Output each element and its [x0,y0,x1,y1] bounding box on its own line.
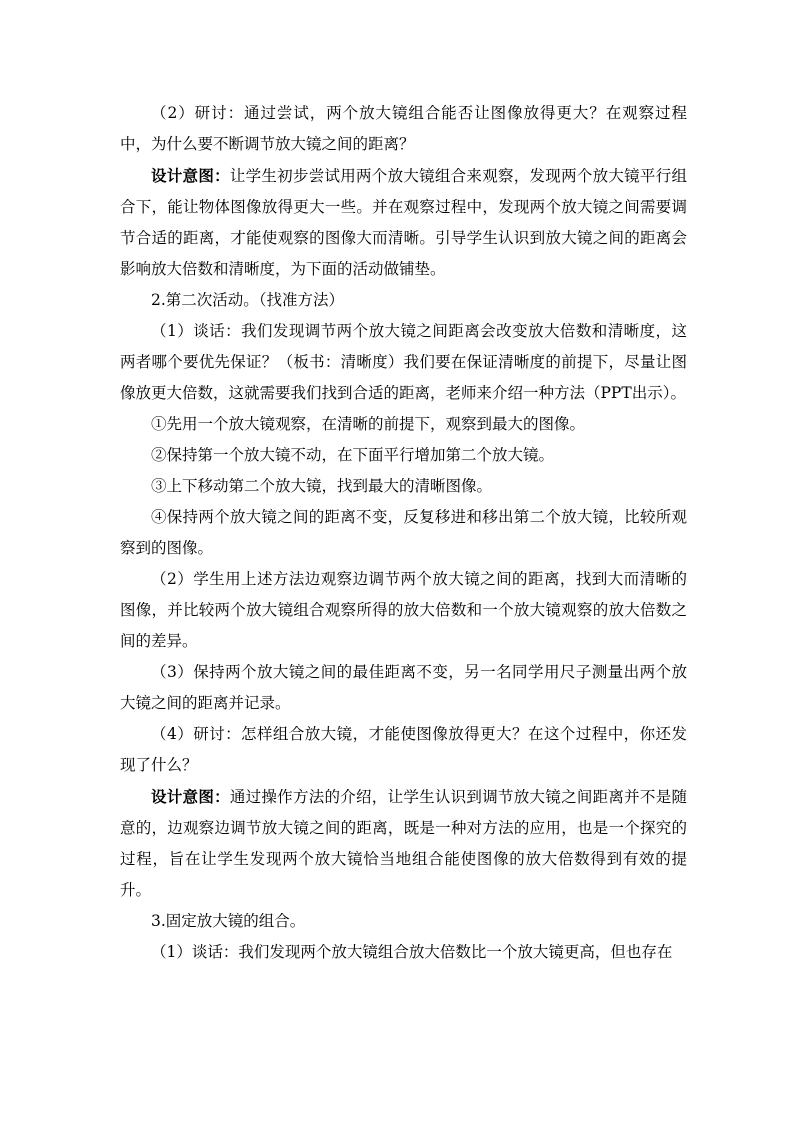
paragraph-discussion-4 [120,719,687,781]
paragraph-design-intent-2 [120,781,687,906]
paragraph-text: 让学生初步尝试用两个放大镜组合来观察，发现两个放大镜平行组合下，能让物体图像放得更大一些。并在观察过程中，发现两个放大镜之间需要调节合适的距离，才能使观察的图像大而清晰。引导学生认识到放大镜之间的距离会影响放大倍数和清晰度，为下面的活动做铺垫。 [120,167,687,278]
paragraph-text: （1）谈话：我们发现两个放大镜组合放大倍数比一个放大镜更高，但也存在 [151,943,673,961]
paragraph-text: （2）学生用上述方法边观察边调节两个放大镜之间的距离，找到大而清晰的图像，并比较两个放大镜组合观察所得的放大倍数和一个放大镜观察的放大倍数之间的差异。 [120,570,687,650]
paragraph-text: （4）研讨：怎样组合放大镜，才能使图像放得更大？在这个过程中，你还发现了什么？ [120,725,687,774]
paragraph-measure-3 [120,657,687,719]
paragraph-text: （1）谈话：我们发现调节两个放大镜之间距离会改变放大倍数和清晰度，这两者哪个要优先保证？（板书：清晰度）我们要在保证清晰度的前提下，尽量让图像放更大倍数，这就需要我们找到合适的距离，老师来介绍一种方法（PPT出示）。 [120,322,687,402]
paragraph-talk-final [120,937,687,968]
step-2 [120,440,687,471]
paragraph-design-intent-1 [120,160,687,285]
paragraph-text: ④保持两个放大镜之间的距离不变，反复移进和移出第二个放大镜，比较所观察到的图像。 [120,508,687,557]
paragraph-talk-1 [120,316,687,409]
paragraph-text: （2）研讨：通过尝试，两个放大镜组合能否让图像放得更大？在观察过程中，为什么要不断调节放大镜之间的距离？ [120,104,687,153]
paragraph-text: ①先用一个放大镜观察，在清晰的前提下，观察到最大的图像。 [151,415,586,433]
paragraph-text: 2.第二次活动。（找准方法） [151,291,345,309]
document-body [120,98,687,968]
step-3 [120,471,687,502]
paragraph-text: 通过操作方法的介绍，让学生认识到调节放大镜之间距离并不是随意的，边观察边调节放大镜之间的距离，既是一种对方法的应用，也是一个探究的过程，旨在让学生发现两个放大镜恰当地组合能使图像的放大倍数得到有效的提升。 [120,788,687,899]
paragraph-text: 3.固定放大镜的组合。 [151,912,306,930]
paragraph-students-2 [120,564,687,657]
paragraph-discussion-2 [120,98,687,160]
paragraph-text: （3）保持两个放大镜之间的最佳距离不变，另一名同学用尺子测量出两个放大镜之间的距离并记录。 [120,663,687,712]
section-heading-second-activity [120,285,687,316]
paragraph-text: ②保持第一个放大镜不动，在下面平行增加第二个放大镜。 [151,446,555,464]
design-intent-label: 设计意图： [151,787,230,806]
paragraph-text: ③上下移动第二个放大镜，找到最大的清晰图像。 [151,477,493,495]
design-intent-label: 设计意图： [151,166,230,185]
step-4 [120,502,687,564]
step-1 [120,409,687,440]
section-heading-fixed-combination [120,906,687,937]
